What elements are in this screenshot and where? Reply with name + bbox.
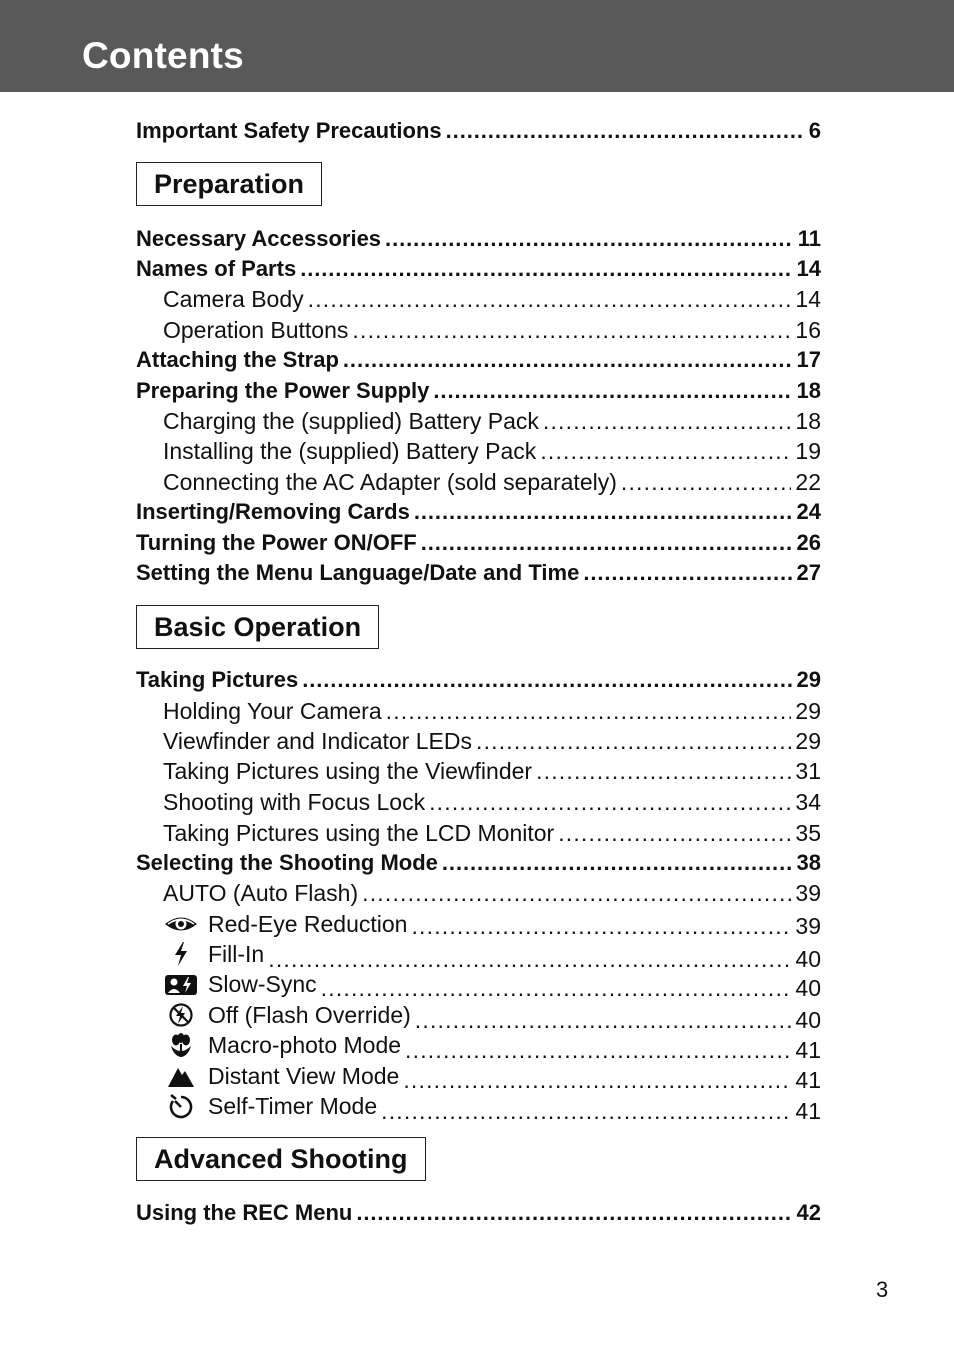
toc-entry-label: Viewfinder and Indicator LEDs — [163, 728, 472, 754]
toc-subentry-fill-in[interactable] — [136, 939, 821, 972]
toc-entry-label: Setting the Menu Language/Date and Time — [136, 560, 580, 585]
dot-leader — [343, 345, 793, 375]
toc-subentry-macro[interactable] — [136, 1030, 821, 1063]
toc-entry-label: Installing the (supplied) Battery Pack — [163, 438, 537, 464]
toc-subentry-slow-sync[interactable] — [136, 969, 821, 999]
dot-leader — [321, 973, 792, 1003]
toc-entry-label: Slow-Sync — [208, 971, 317, 997]
toc-subentry[interactable] — [136, 467, 821, 497]
toc-entry-page: 34 — [795, 789, 821, 815]
dot-leader — [381, 1096, 791, 1126]
toc-entry[interactable] — [136, 558, 821, 588]
dot-leader — [558, 818, 791, 848]
toc-entry-page: 40 — [795, 1007, 821, 1033]
section-heading-advanced-shooting: Advanced Shooting — [136, 1137, 426, 1181]
toc-subentry[interactable] — [136, 406, 821, 436]
toc-entry-label-wrap — [136, 1030, 405, 1060]
toc-entry-label: Selecting the Shooting Mode — [136, 850, 438, 875]
dot-leader — [583, 558, 792, 588]
dot-leader — [621, 467, 792, 497]
dot-leader — [433, 376, 792, 406]
toc-entry-label: Macro-photo Mode — [208, 1032, 402, 1058]
toc-entry[interactable] — [136, 254, 821, 284]
toc-entry-label: Fill-In — [208, 941, 265, 967]
toc-entry-label: AUTO (Auto Flash) — [163, 880, 359, 906]
toc-entry-label: Off (Flash Override) — [208, 1002, 411, 1028]
toc-entry-page: 38 — [796, 850, 821, 875]
toc-subentry[interactable] — [136, 696, 821, 726]
toc-entry-page: 41 — [795, 1067, 821, 1093]
toc-entry-label: Inserting/Removing Cards — [136, 499, 410, 524]
toc-entry-page: 22 — [795, 469, 821, 495]
toc-entry-page: 40 — [795, 975, 821, 1001]
toc-subentry[interactable] — [136, 726, 821, 756]
title-bar — [0, 0, 954, 92]
toc-entry-label-wrap — [136, 939, 268, 969]
toc-entry-label: Taking Pictures using the LCD Monitor — [163, 820, 555, 846]
dot-leader — [385, 224, 794, 254]
toc-subentry-self-timer[interactable] — [136, 1091, 821, 1124]
toc-subentry-distant-view[interactable] — [136, 1061, 821, 1091]
toc-entry-label-wrap — [136, 1091, 381, 1121]
dot-leader — [308, 284, 792, 314]
toc-entry-page: 17 — [796, 347, 821, 372]
page-number: 3 — [876, 1277, 889, 1302]
toc-entry-page: 14 — [795, 286, 821, 312]
dot-leader — [540, 436, 791, 466]
toc-subentry-flash-off[interactable] — [136, 1000, 821, 1033]
dot-leader — [536, 756, 791, 786]
toc-entry-page: 18 — [796, 378, 821, 403]
toc-entry[interactable] — [136, 345, 821, 375]
toc-subentry[interactable] — [136, 315, 821, 345]
toc-entry-label-wrap — [136, 909, 411, 939]
toc-entry-page: 40 — [795, 946, 821, 972]
toc-entry[interactable] — [136, 224, 821, 254]
toc-entry-label: Important Safety Precautions — [136, 118, 442, 143]
section-heading-preparation: Preparation — [136, 162, 322, 206]
flash-icon — [163, 941, 199, 967]
toc-entry-page: 14 — [796, 256, 821, 281]
dot-leader — [429, 787, 791, 817]
dot-leader — [362, 878, 791, 908]
toc-entry-page: 18 — [795, 408, 821, 434]
toc-entry-page: 29 — [795, 728, 821, 754]
toc-entry-page: 27 — [796, 560, 821, 585]
toc-entry-label-wrap — [136, 1061, 403, 1091]
toc-entry-label: Camera Body — [163, 286, 304, 312]
toc-entry-page: 35 — [795, 820, 821, 846]
dot-leader — [446, 116, 805, 146]
toc-entry-label-wrap — [136, 969, 321, 999]
toc-entry-page: 6 — [808, 118, 821, 143]
dot-leader — [300, 254, 792, 284]
toc-subentry[interactable] — [136, 787, 821, 817]
toc-entry-label: Taking Pictures — [136, 667, 299, 692]
toc-subentry[interactable] — [136, 436, 821, 466]
page-title: Contents — [82, 35, 244, 76]
dot-leader — [411, 911, 791, 941]
toc-entry-label: Turning the Power ON/OFF — [136, 530, 417, 555]
dot-leader — [421, 528, 793, 558]
toc-entry-page: 42 — [796, 1200, 821, 1225]
toc-entry-page: 39 — [795, 880, 821, 906]
self-timer-icon — [163, 1093, 199, 1119]
toc-entry[interactable] — [136, 848, 821, 878]
toc-entry-label: Operation Buttons — [163, 317, 349, 343]
toc-subentry[interactable] — [136, 756, 821, 786]
toc-subentry[interactable] — [136, 818, 821, 848]
dot-leader — [476, 726, 791, 756]
toc-entry-label: Taking Pictures using the Viewfinder — [163, 758, 533, 784]
toc-subentry[interactable] — [136, 878, 821, 908]
flash-off-icon — [163, 1002, 199, 1028]
slow-sync-icon — [163, 971, 199, 997]
toc-entry-label: Self-Timer Mode — [208, 1093, 378, 1119]
toc-entry-safety[interactable] — [136, 116, 821, 146]
section-heading-basic-operation: Basic Operation — [136, 605, 379, 649]
toc-entry-page: 41 — [795, 1098, 821, 1124]
toc-entry-page: 26 — [796, 530, 821, 555]
toc-entry-label: Names of Parts — [136, 256, 297, 281]
toc-entry[interactable] — [136, 665, 821, 695]
toc-entry[interactable] — [136, 376, 821, 406]
toc-entry-label: Shooting with Focus Lock — [163, 789, 426, 815]
toc-entry-page: 24 — [796, 499, 821, 524]
dot-leader — [352, 315, 791, 345]
toc-entry-label: Using the REC Menu — [136, 1200, 353, 1225]
toc-entry-page: 16 — [795, 317, 821, 343]
toc-entry-label: Holding Your Camera — [163, 698, 382, 724]
toc-entry-page: 29 — [796, 667, 821, 692]
dot-leader — [302, 665, 792, 695]
red-eye-icon — [163, 911, 199, 937]
dot-leader — [356, 1198, 792, 1228]
toc-entry-page: 11 — [797, 226, 821, 251]
toc-entry[interactable] — [136, 1198, 821, 1228]
toc-entry-page: 41 — [795, 1037, 821, 1063]
toc-entry-label-wrap — [136, 1000, 415, 1030]
dot-leader — [414, 497, 793, 527]
toc-entry-label: Charging the (supplied) Battery Pack — [163, 408, 539, 434]
mountain-icon — [163, 1063, 199, 1089]
macro-flower-icon — [163, 1032, 199, 1058]
toc-entry-label: Attaching the Strap — [136, 347, 339, 372]
toc-entry[interactable] — [136, 528, 821, 558]
dot-leader — [442, 848, 793, 878]
toc-entry-label: Connecting the AC Adapter (sold separately) — [163, 469, 617, 495]
toc-entry-label: Necessary Accessories — [136, 226, 382, 251]
toc-entry-page: 19 — [795, 438, 821, 464]
toc-subentry-red-eye[interactable] — [136, 909, 821, 939]
toc-entry-page: 39 — [795, 913, 821, 939]
dot-leader — [386, 696, 792, 726]
toc-subentry[interactable] — [136, 284, 821, 314]
toc-entry-label: Red-Eye Reduction — [208, 911, 408, 937]
toc-entry-label: Distant View Mode — [208, 1063, 400, 1089]
toc-entry-page: 29 — [795, 698, 821, 724]
toc-entry-page: 31 — [795, 758, 821, 784]
toc-entry[interactable] — [136, 497, 821, 527]
dot-leader — [543, 406, 792, 436]
toc-entry-label: Preparing the Power Supply — [136, 378, 430, 403]
